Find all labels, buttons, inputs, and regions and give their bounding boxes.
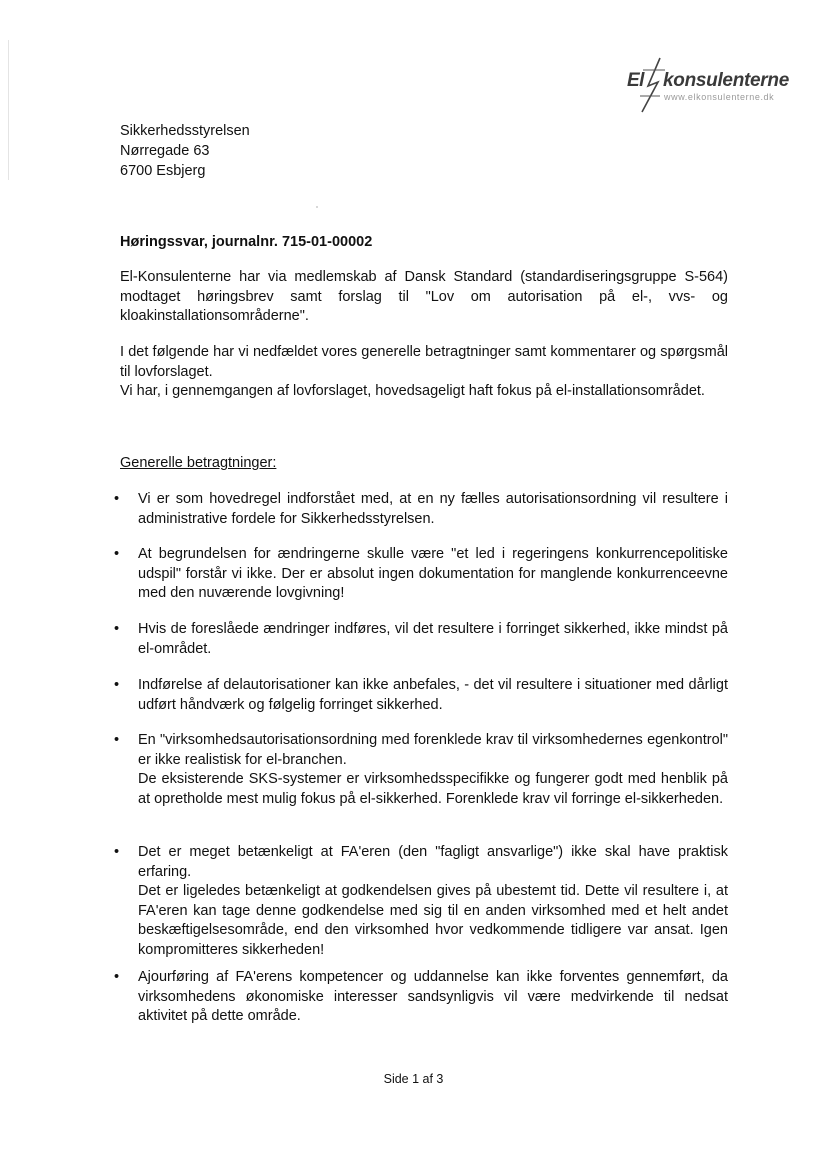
list-item-text: Hvis de foreslåede ændringer indføres, vil det resultere i forringet sikkerhed, ikke mindst på el-området. <box>138 621 728 657</box>
logo-name: konsulenterne <box>663 70 789 91</box>
bullet-marker: • <box>114 546 120 562</box>
list-item-text: Ajourføring af FA'erens kompetencer og uddannelse kan ikke forventes gennemført, da virksomhedens økonomiske interesser sandsynligvis vil være medvirkende til nedsat aktivitet på dette område. <box>138 969 728 1024</box>
recipient-line: Sikkerhedsstyrelsen <box>120 123 250 139</box>
section-heading: Generelle betragtninger: <box>120 455 277 471</box>
page-number: Side 1 af 3 <box>383 1072 444 1086</box>
bullet-marker: • <box>114 732 120 748</box>
bullet-marker: • <box>114 491 120 507</box>
intro-paragraph: El-Konsulenterne har via medlemskab af Dansk Standard (standardiseringsgruppe S-564) modtaget høringsbrev samt forslag til "Lov om autorisation på el-, vvs- og kloakinstallationsområderne". <box>120 269 728 324</box>
bullet-marker: • <box>114 969 120 985</box>
list-item-text: Vi er som hovedregel indforstået med, at en ny fælles autorisationsordning vil resultere i administrative fordele for Sikkerhedsstyrelsen. <box>138 491 728 527</box>
bullet-marker: • <box>114 844 120 860</box>
bullet-marker: • <box>114 677 120 693</box>
recipient-line: 6700 Esbjerg <box>120 163 206 179</box>
list-item-text: Det er meget betænkeligt at FA'eren (den "fagligt ansvarlige") ikke skal have praktisk erfaring. Det er ligeledes betænkeligt at godkendelsen gives på ubestemt tid. Dette vil resultere i, at FA'eren kan tage denne godkendelse med sig til en anden virksomhed med et helt andet beskæftigelsesområde, end den virksomhed hvor vedkommende tidligere var ansat. Igen kompromitteres sikkerheden! <box>138 844 728 958</box>
recipient-line: Nørregade 63 <box>120 143 210 159</box>
bullet-marker: • <box>114 621 120 637</box>
list-item-text: Indførelse af delautorisationer kan ikke anbefales, - det vil resultere i situationer med dårligt udført håndværk og følgelig forringet sikkerhed. <box>138 677 728 713</box>
subject-line: Høringssvar, journalnr. 715-01-00002 <box>120 234 373 250</box>
logo-prefix: El <box>627 70 644 91</box>
list-item-text: At begrundelsen for ændringerne skulle være "et led i regeringens konkurrencepolitiske udspil" forstår vi ikke. Der er absolut ingen dokumentation for manglende konkurrenceevne med den nuværende lovgivning! <box>138 546 728 601</box>
logo-url: www.elkonsulenterne.dk <box>664 92 775 102</box>
scope-paragraph: I det følgende har vi nedfældet vores generelle betragtninger samt kommentarer og spørgsmål til lovforslaget. Vi har, i gennemgangen af lovforslaget, hovedsageligt haft fokus på el-installationsområdet. <box>120 344 728 399</box>
list-item-text: En "virksomhedsautorisationsordning med forenklede krav til virksomhedernes egenkontrol" er ikke realistisk for el-branchen. De eksisterende SKS-systemer er virksomhedsspecifikke og fungerer godt med henblik på at opretholde mest mulig fokus på el-sikkerhed. Forenklede krav vil forringe el-sikkerheden. <box>138 732 728 807</box>
